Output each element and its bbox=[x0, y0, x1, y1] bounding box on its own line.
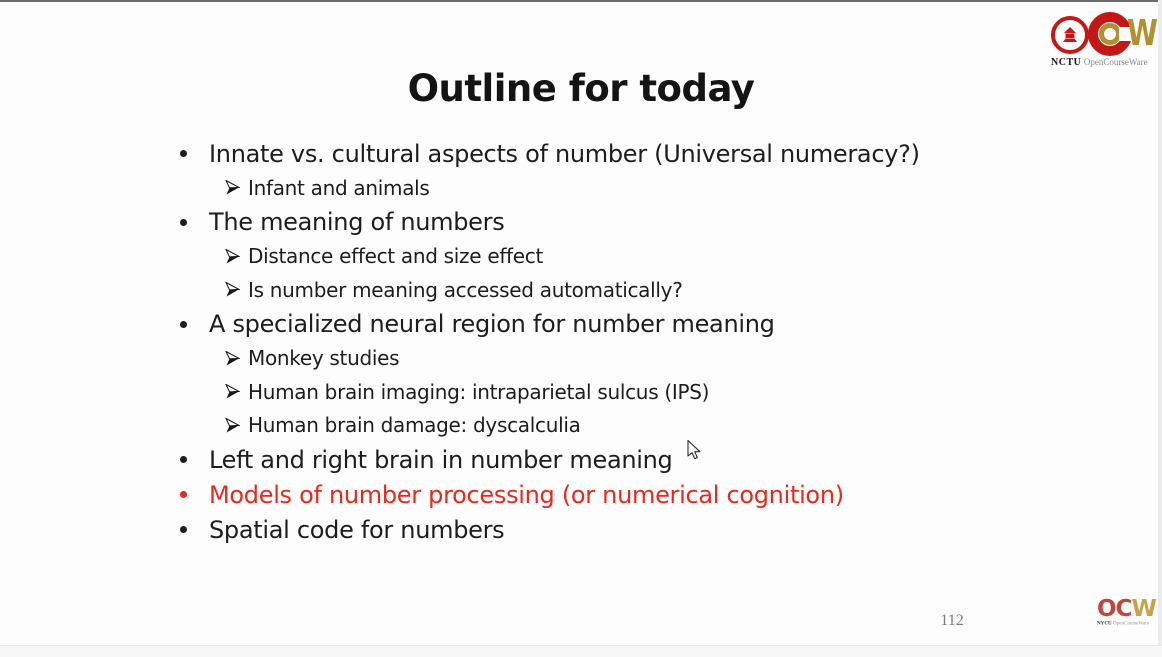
page-number: 112 bbox=[940, 612, 964, 629]
outline-item-text: A specialized neural region for number meaning bbox=[209, 310, 775, 339]
outline-item-text: Infant and animals bbox=[248, 175, 430, 200]
header-logo-secondary-label: OpenCourseWare bbox=[1083, 57, 1148, 67]
outline-subitem bbox=[180, 273, 1040, 306]
bullet-dot-icon bbox=[180, 219, 209, 226]
mouse-cursor-icon bbox=[687, 440, 703, 465]
arrowhead-bullet-icon bbox=[224, 351, 248, 366]
bullet-dot-icon bbox=[180, 321, 209, 328]
outline-item bbox=[180, 307, 1040, 342]
arrowhead-bullet-icon bbox=[224, 249, 248, 264]
outline-item bbox=[180, 442, 1040, 477]
outline-item bbox=[180, 205, 1040, 240]
ocw-letter-c-icon bbox=[1088, 12, 1132, 56]
outline-subitem bbox=[180, 409, 1040, 442]
ocw-letter-w: W bbox=[1127, 13, 1158, 54]
arrowhead-bullet-icon bbox=[224, 180, 248, 195]
ocw-letters-icon bbox=[1097, 597, 1155, 621]
outline-item-text: Models of number processing (or numerical cognition) bbox=[209, 480, 844, 509]
outline-item-text: Left and right brain in number meaning bbox=[209, 445, 673, 474]
page-title: Outline for today bbox=[407, 66, 755, 110]
arrowhead-bullet-icon bbox=[224, 282, 248, 297]
outline-item-text: Innate vs. cultural aspects of number (Universal numeracy?) bbox=[209, 139, 920, 168]
screen-top-edge bbox=[0, 0, 1162, 2]
outline-subitem bbox=[180, 240, 1040, 273]
nycu-ocw-logo bbox=[1097, 597, 1155, 627]
outline-item-text: Monkey studies bbox=[248, 346, 400, 371]
ocw-letters-oc: OC bbox=[1097, 596, 1132, 622]
nctu-ocw-logo bbox=[1051, 10, 1158, 70]
header-logo-caption bbox=[1051, 57, 1161, 68]
outline-subitem bbox=[180, 375, 1040, 408]
nctu-seal-icon bbox=[1051, 16, 1089, 54]
bullet-dot-icon bbox=[180, 526, 209, 533]
outline-item bbox=[180, 512, 1040, 547]
header-logo-primary-label: NCTU bbox=[1051, 57, 1082, 68]
outline-item-text: Spatial code for numbers bbox=[209, 515, 505, 544]
bullet-dot-icon bbox=[180, 150, 209, 157]
outline-item-text: Distance effect and size effect bbox=[248, 244, 544, 269]
arrowhead-bullet-icon bbox=[224, 384, 248, 399]
arrowhead-bullet-icon bbox=[224, 418, 248, 433]
footer-logo-primary-label: NYCU bbox=[1097, 621, 1112, 627]
outline-item bbox=[180, 477, 1040, 512]
outline-subitem bbox=[180, 342, 1040, 375]
outline-item-text: The meaning of numbers bbox=[209, 208, 505, 237]
outline-item-text: Human brain imaging: intraparietal sulcus (IPS) bbox=[248, 379, 710, 404]
footer-logo-caption bbox=[1097, 621, 1150, 627]
bullet-dot-icon bbox=[180, 491, 209, 498]
ocw-letter-w: W bbox=[1131, 596, 1156, 622]
screen-right-edge bbox=[1158, 0, 1162, 656]
outline-item-text: Human brain damage: dyscalculia bbox=[248, 413, 581, 438]
footer-logo-secondary-label: OpenCourseWare bbox=[1113, 621, 1150, 627]
outline-item-text: Is number meaning accessed automatically? bbox=[248, 277, 683, 302]
outline-subitem bbox=[180, 171, 1040, 204]
bullet-dot-icon bbox=[180, 456, 209, 463]
outline-item bbox=[180, 136, 1040, 171]
outline-list bbox=[180, 136, 1040, 547]
screen-bottom-edge bbox=[0, 645, 1162, 657]
